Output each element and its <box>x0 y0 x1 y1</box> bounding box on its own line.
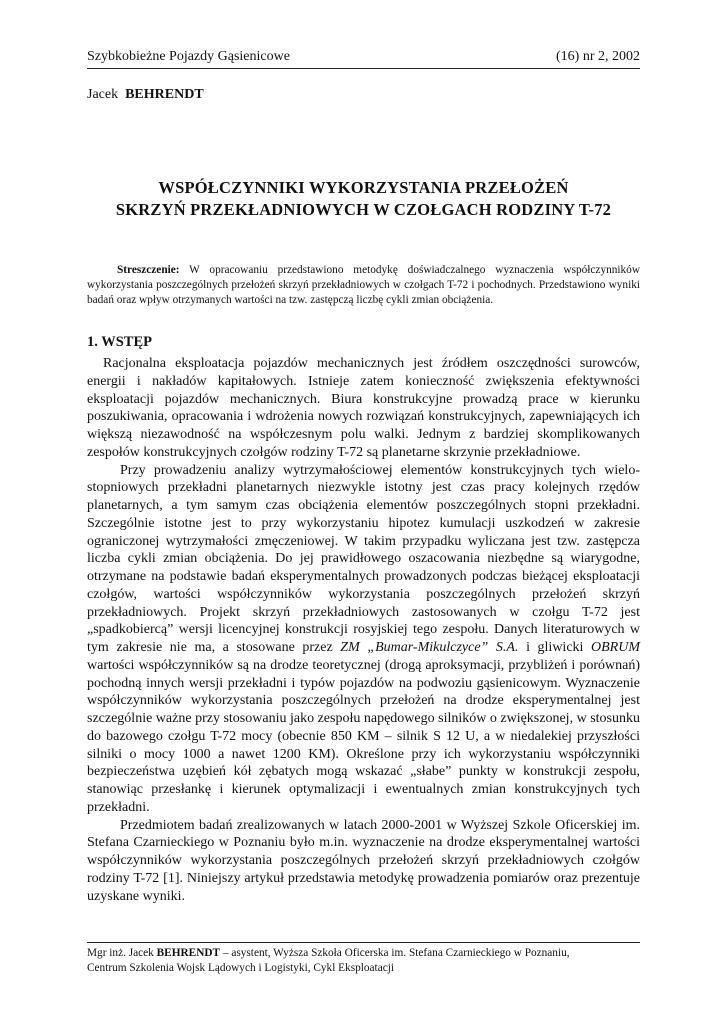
company-name-bumar: ZM „Bumar-Mikulczyce” S.A. <box>340 640 519 655</box>
paragraph-2-part-c: wartości współczynników są na drodze teoretycznej (drogą aproksymacji, przybliżeń i porównań) pochodną innych wersji przekładni i typów pojazdów na podwoziu gąsienicowym. Wyznaczenie współczynników wykorzystania poszczególnych przełożeń na drodze eksperymentalnej jest szczególnie ważne przy stosowaniu jako zespołu napędowego silników o zwiększonej, w stosunku do bazowego czołgu T-72 mocy (obecnie 850 KM – silnik S 12 U, a w niedalekiej przyszłości silniki o mocy 1000 a nawet 1200 KM). Określone przy ich wykorzystaniu współczynniki bezpieczeństwa uzębień kół zębatych mogą wskazać „słabe” punkty w konstrukcji zespołu, stanowiąc przesłankę i kierunek optymalizacji i ewentualnych zmian konstrukcyjnych tych przekładni. <box>87 657 640 815</box>
title-line-2: SKRZYŃ PRZEKŁADNIOWYCH W CZOŁGACH RODZINY T-72 <box>115 200 612 219</box>
author-line <box>87 87 204 103</box>
section-heading: 1. WSTĘP <box>87 334 153 350</box>
abstract <box>87 263 640 308</box>
footnote <box>87 946 647 976</box>
abstract-text: W opracowaniu przedstawiono metodykę doświadczalnego wyznaczenia współczynników wykorzystania poszczególnych przełożeń skrzyń przekładniowych w czołgach T-72 i pochodnych. Przedstawiono wyniki badań oraz wpływ otrzymanych wartości na tzw. zastępczą liczbę cykli zmian obciążenia. <box>87 264 640 306</box>
abstract-label: Streszczenie: <box>117 264 180 276</box>
paragraph-3: Przedmiotem badań zrealizowanych w latach 2000-2001 w Wyższej Szkole Oficerskiej im. Stefana Czarnieckiego w Poznaniu było m.in. wyznaczenie na drodze eksperymentalnej wartości współczynników wykorzystania poszczególnych przełożeń skrzyń przekładniowych czołgów rodziny T-72 [1]. Niniejszy artykuł przedstawia metodykę prowadzenia pomiarów oraz prezentuje uzyskane wyniki. <box>87 817 640 904</box>
author-surname: BEHRENDT <box>125 87 204 102</box>
footnote-surname: BEHRENDT <box>156 947 221 959</box>
issue-number: (16) nr 2, 2002 <box>556 49 640 64</box>
author-first-name: Jacek <box>87 87 119 102</box>
footnote-rule <box>87 942 640 943</box>
paragraph-2 <box>87 462 640 817</box>
footnote-affiliation: – asystent, Wyższa Szkoła Oficerska im. Stefana Czarnieckiego w Poznaniu, <box>220 947 570 959</box>
company-name-obrum: OBRUM <box>591 640 641 655</box>
body-text <box>87 355 640 905</box>
paragraph-1: Racjonalna eksploatacja pojazdów mechanicznych jest źródłem oszczędności surowców, energii i nakładów kapitałowych. Istnieje zatem konieczność zwiększenia efektywności eksploatacji pojazdów mechanicznych. Biura konstrukcyjne prowadzą prace w kierunku poszukiwania, opracowania i wdrożenia nowych rozwiązań konstrukcyjnych, zapewniających ich większą niezawodność na współczesnym polu walki. Jednym z bardziej skomplikowanych zespołów konstrukcyjnych czołgów rodziny T-72 są planetarne skrzynie przekładniowe. <box>87 356 640 460</box>
running-header <box>87 49 640 69</box>
footnote-line-1 <box>87 946 647 961</box>
footnote-line-2: Centrum Szkolenia Wojsk Lądowych i Logistyki, Cykl Eksploatacji <box>87 962 394 974</box>
paragraph-2-part-b: i gliwicki <box>518 640 592 655</box>
paper-title <box>87 177 640 221</box>
footnote-prefix: Mgr inż. Jacek <box>87 947 157 959</box>
title-line-1: WSPÓŁCZYNNIKI WYKORZYSTANIA PRZEŁOŻEŃ <box>158 178 569 197</box>
paragraph-2-part-a: Przy prowadzeniu analizy wytrzymałościowej elementów konstrukcyjnych tych wielo-stopniowych przekładni planetarnych niezwykle istotny jest czas pracy kolejnych rzędów planetarnych, a tym samym czas obciążenia elementów poszczególnych stopni przekładni. Szczególnie istotne jest to przy wykorzystaniu hipotez kumulacji uszkodzeń w zakresie ograniczonej wytrzymałości zmęczeniowej. W takim przypadku wyliczana jest tzw. zastępcza liczba cykli zmian obciążenia. Do jej prawidłowego oszacowania niezbędne są wiarygodne, otrzymane na podstawie badań eksperymentalnych prowadzonych podczas bieżącej eksploatacji czołgów, wartości współczynników wykorzystania poszczególnych przełożeń skrzyń przekładniowych. Projekt skrzyń przekładniowych zastosowanych w czołgu T-72 jest „spadkobiercą” wersji licencyjnej konstrukcji rosyjskiej tego zespołu. Danych literaturowych w tym zakresie nie ma, a stosowane przez <box>87 462 640 655</box>
journal-name: Szybkobieżne Pojazdy Gąsienicowe <box>87 49 290 64</box>
